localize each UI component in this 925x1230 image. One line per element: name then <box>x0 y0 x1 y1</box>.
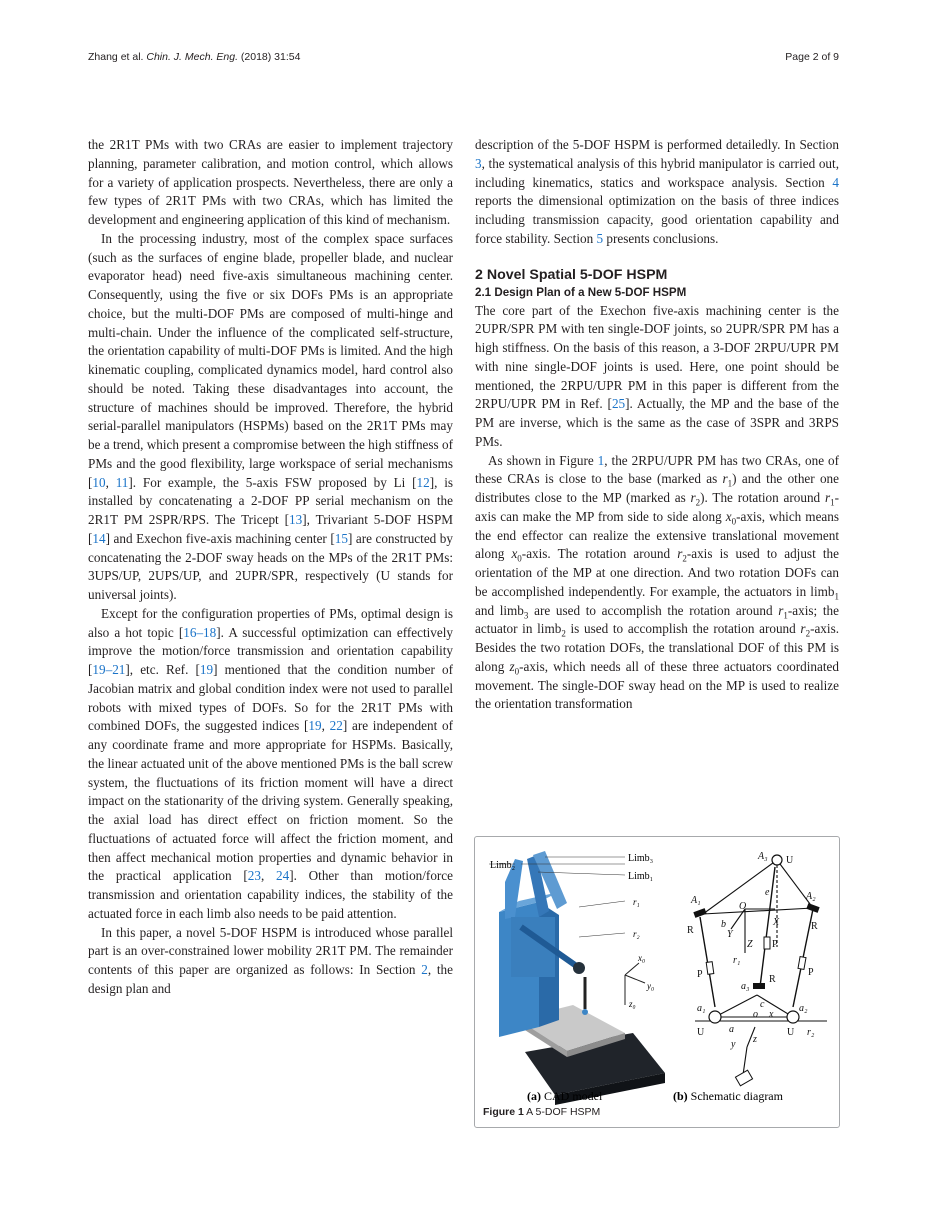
sch-label-P-right: P <box>808 967 814 978</box>
cad-label-x0: x₀ <box>638 953 646 963</box>
ref-link-23[interactable]: 23 <box>247 868 261 884</box>
sch-label-a: a <box>729 1024 734 1035</box>
joint-u-left <box>709 1011 721 1023</box>
joint-r-left <box>693 908 706 918</box>
ref-link-19[interactable]: 19 <box>199 662 214 677</box>
ref-link-25[interactable]: 25 <box>611 396 626 412</box>
sch-label-U-top: U <box>786 855 794 866</box>
sch-label-Y: Y <box>727 929 733 940</box>
paragraph-right-3: As shown in Figure 1, the 2RPU/UPR PM has two CRAs, one of these CRAs is close to the base (marked as $r_1$) and the other one distributes close to the MP (marked as $r_2$). The rotation around $r_1$-axis can make the MP from side to side along $x_0$-axis, which means the end effector can realize the extensive translational movement along $x_0$-axis. The rotation around $r_2$-axis is used to adjust the orientation of the MP at one direction. And two rotation DOFs can be accomplished independently. For example, the actuators in limb$_1$ and limb$_3$ are used to accomplish the rotation around $r_1$-axis; the actuator in limb$_2$ is used to accomplish the rotation around $r_2$-axis. Besides the two rotation DOFs, the translational DOF of this PM is along $z_0$-axis, which needs all of these three actuators coordinated movement. The single-DOF sway head on the MP is used to realize the orientation transformation <box>475 452 840 712</box>
ref-link-22[interactable]: 22 <box>329 718 343 734</box>
sch-label-O: O <box>739 901 747 912</box>
ref-link-16-18[interactable]: 16–18 <box>183 624 217 640</box>
paragraph-left-1: the 2R1T PMs with two CRAs are easier to implement trajectory planning, parameter calibration, and motion control, which allows for a variety of application prospects. Nevertheless, there are only a few types of 2R1T PMs with two CRAs, which has limited the development and engineering application of this kind of mechanism. <box>88 137 453 227</box>
ref-link-14[interactable]: 14 <box>92 530 106 546</box>
cad-label-limb2: Limb₂ <box>490 860 516 871</box>
sch-label-U-right: U <box>787 1027 795 1038</box>
running-header-left: Zhang et al. Chin. J. Mech. Eng. (2018) 31:54 <box>88 51 301 63</box>
sch-label-e: e <box>765 887 770 898</box>
section-link-2[interactable]: 2 <box>421 962 428 977</box>
joint-r-mid <box>753 983 765 989</box>
subfigure-b-label: (b) Schematic diagram <box>673 1089 783 1103</box>
cad-label-r2: r₂ <box>633 929 640 939</box>
sch-label-R-mid: R <box>769 974 776 985</box>
ref-link-19-21[interactable]: 19–21 <box>92 662 126 677</box>
cad-model-illustration <box>489 851 665 1105</box>
figure-link-1[interactable]: 1 <box>597 452 605 468</box>
sch-label-r1: r₁ <box>733 955 741 966</box>
joint-u-right <box>787 1011 799 1023</box>
cad-label-r1: r₁ <box>633 897 640 907</box>
section-link-3[interactable]: 3 <box>475 155 482 171</box>
end-effector <box>735 1070 752 1086</box>
left-column <box>88 136 453 999</box>
sch-label-R-right: R <box>811 921 818 932</box>
sch-label-r2: r₂ <box>807 1027 815 1038</box>
cad-label-z0: z₀ <box>629 999 636 1009</box>
ref-link-24[interactable]: 24 <box>276 868 290 884</box>
cad-label-limb3: Limb₃ <box>628 853 654 864</box>
joint-p-right <box>798 957 806 970</box>
sch-label-x: x <box>769 1009 774 1020</box>
subfigure-a-label: (a) CAD model <box>527 1089 603 1103</box>
ref-link-19b[interactable]: 19 <box>308 718 322 734</box>
figure-1-caption: Figure 1 A 5-DOF HSPM <box>483 1106 601 1118</box>
sch-label-z: z <box>753 1034 757 1045</box>
ref-link-12[interactable]: 12 <box>416 474 430 490</box>
right-column <box>475 136 839 714</box>
paragraph-right-1: description of the 5-DOF HSPM is performed detailedly. In Section 3, the systematical analysis of this hybrid manipulator is carried out, including kinematics, statics and workspace analysis. Section 4 reports the dimensional optimization on the basis of three indices including transmission capacity, good orientation capability and force stability. Section 5 presents conclusions. <box>475 137 839 246</box>
ref-link-10[interactable]: 10 <box>92 474 106 490</box>
sch-label-P-mid: P <box>772 939 778 950</box>
sch-label-A3: A₃ <box>758 851 768 862</box>
section-link-5[interactable]: 5 <box>596 230 604 246</box>
figure-1-box <box>474 836 840 1128</box>
ref-link-11[interactable]: 11 <box>115 474 129 490</box>
sch-label-b: b <box>721 919 726 930</box>
running-header-page-number: Page 2 of 9 <box>785 51 839 63</box>
sch-label-U-left: U <box>697 1027 705 1038</box>
joint-p-left <box>706 962 714 975</box>
sch-label-A2: A₂ <box>806 891 816 902</box>
sch-label-X: X <box>773 917 780 928</box>
cad-label-limb1: Limb₁ <box>628 871 654 882</box>
sch-label-R-left: R <box>687 925 694 936</box>
figure-1-graphic <box>475 837 839 1127</box>
joint-p-mid <box>764 937 770 949</box>
sch-label-a3: a₃ <box>741 981 750 992</box>
sch-label-y: y <box>731 1039 736 1050</box>
sch-label-o: o <box>753 1009 758 1020</box>
paragraph-left-4: In this paper, a novel 5-DOF HSPM is introduced whose parallel part is an over-constrained lower mobility 2R1T PM. The remainder contents of this paper are organized as follows: In Section 2, the design plan and <box>88 924 453 996</box>
paragraph-right-2: The core part of the Exechon five-axis machining center is the 2UPR/SPR PM with ten single-DOF joints, so 2UPR/SPR PM has a high stiffness. On the basis of this reason, a 3-DOF 2RPU/UPR PM with nine single-DOF joints is used. Here, one point should be mentioned, the 2RPU/UPR PM in this paper is different from the 2RPU/UPR PM in Ref. [25]. Actually, the MP and the base of the PM are inverse, which is the same as the case of 3SPR and 3RPS PMs. <box>475 302 839 449</box>
subsection-heading-2-1: 2.1 Design Plan of a New 5-DOF HSPM <box>475 285 687 299</box>
ref-link-13[interactable]: 13 <box>289 512 303 527</box>
paragraph-left-2: In the processing industry, most of the complex space surfaces (such as the surfaces of engine blade, propeller blade, and nuclear evaporator head) need five-axis simultaneous machining center. Consequently, using the five or six DOFs PMs is an appropriate choice, but the multi-DOF PMs are composed of multi-hinge and multi-chain. Under the influence of the complicated self-structure, the orientation capability of multi-DOF PMs is limited. And the high kinematic coupling, complicated dynamics model, hard control also should be noted. Taking these disadvantages into account, the structure of machines should be improved. Therefore, the hybrid serial-parallel manipulators (HSPMs) based on the 2R1T PMs may be a trend, which present a compromise between the high stiffness of PMs and the good flexibility, large workspace of serial mechanisms [10, 11]. For example, the 5-axis FSW proposed by Li [12], is installed by concatenating a 2-DOF PP serial mechanism on the 2R1T PM 2SPR/RPS. The Tricept [13], Trivariant 5-DOF HSPM [14] and Exechon five-axis machining center [15] are constructed by concatenating the 2-DOF sway heads on the MPs of the 2R1T PMs: 3UPS/UP, 2UPS/UP, and 2UPR/SPR, respectively (U stands for universal joints). <box>88 230 454 602</box>
joint-u-top <box>772 855 782 865</box>
paragraph-left-3: Except for the configuration properties of PMs, optimal design is also a hot topic [16–18]. A successful optimization can effectively improve the motion/force transmission and orientation capability [19–21], etc. Ref. [19] mentioned that the condition number of Jacobian matrix and global condition index were not used to parallel robots with mixed types of DOFs. So for the 2R1T PMs with combined DOFs, the suggested indices [19, 22] are independent of any coordinate frame and more appropriate for HSPMs. Basically, the linear actuated unit of the above mentioned PMs is the ball screw system, the fluctuations of its friction moment will have a direct impact on the stationarity of the driving system. Generally speaking, the axial load has direct effect on friction moment. So the fluctuations of actuated force will affect the friction moment, and then affect mechanical motion properties and dynamic behavior in the practical application [23, 24]. Other than motion/force transmission and orientation capability indices, the stability of the actuated force in each limb also needs to be paid attention. <box>88 605 454 921</box>
section-link-4[interactable]: 4 <box>832 174 839 190</box>
sch-label-Z: Z <box>747 939 753 950</box>
sch-label-c: c <box>760 999 765 1010</box>
cad-label-y0: y₀ <box>647 981 655 991</box>
sch-label-a1: a₁ <box>697 1003 706 1014</box>
ref-link-15[interactable]: 15 <box>334 530 348 546</box>
sch-label-A1: A₁ <box>691 895 701 906</box>
sch-label-P-left: P <box>697 969 703 980</box>
sch-label-a2: a₂ <box>799 1003 808 1014</box>
section-heading-2: 2 Novel Spatial 5-DOF HSPM <box>475 266 668 283</box>
